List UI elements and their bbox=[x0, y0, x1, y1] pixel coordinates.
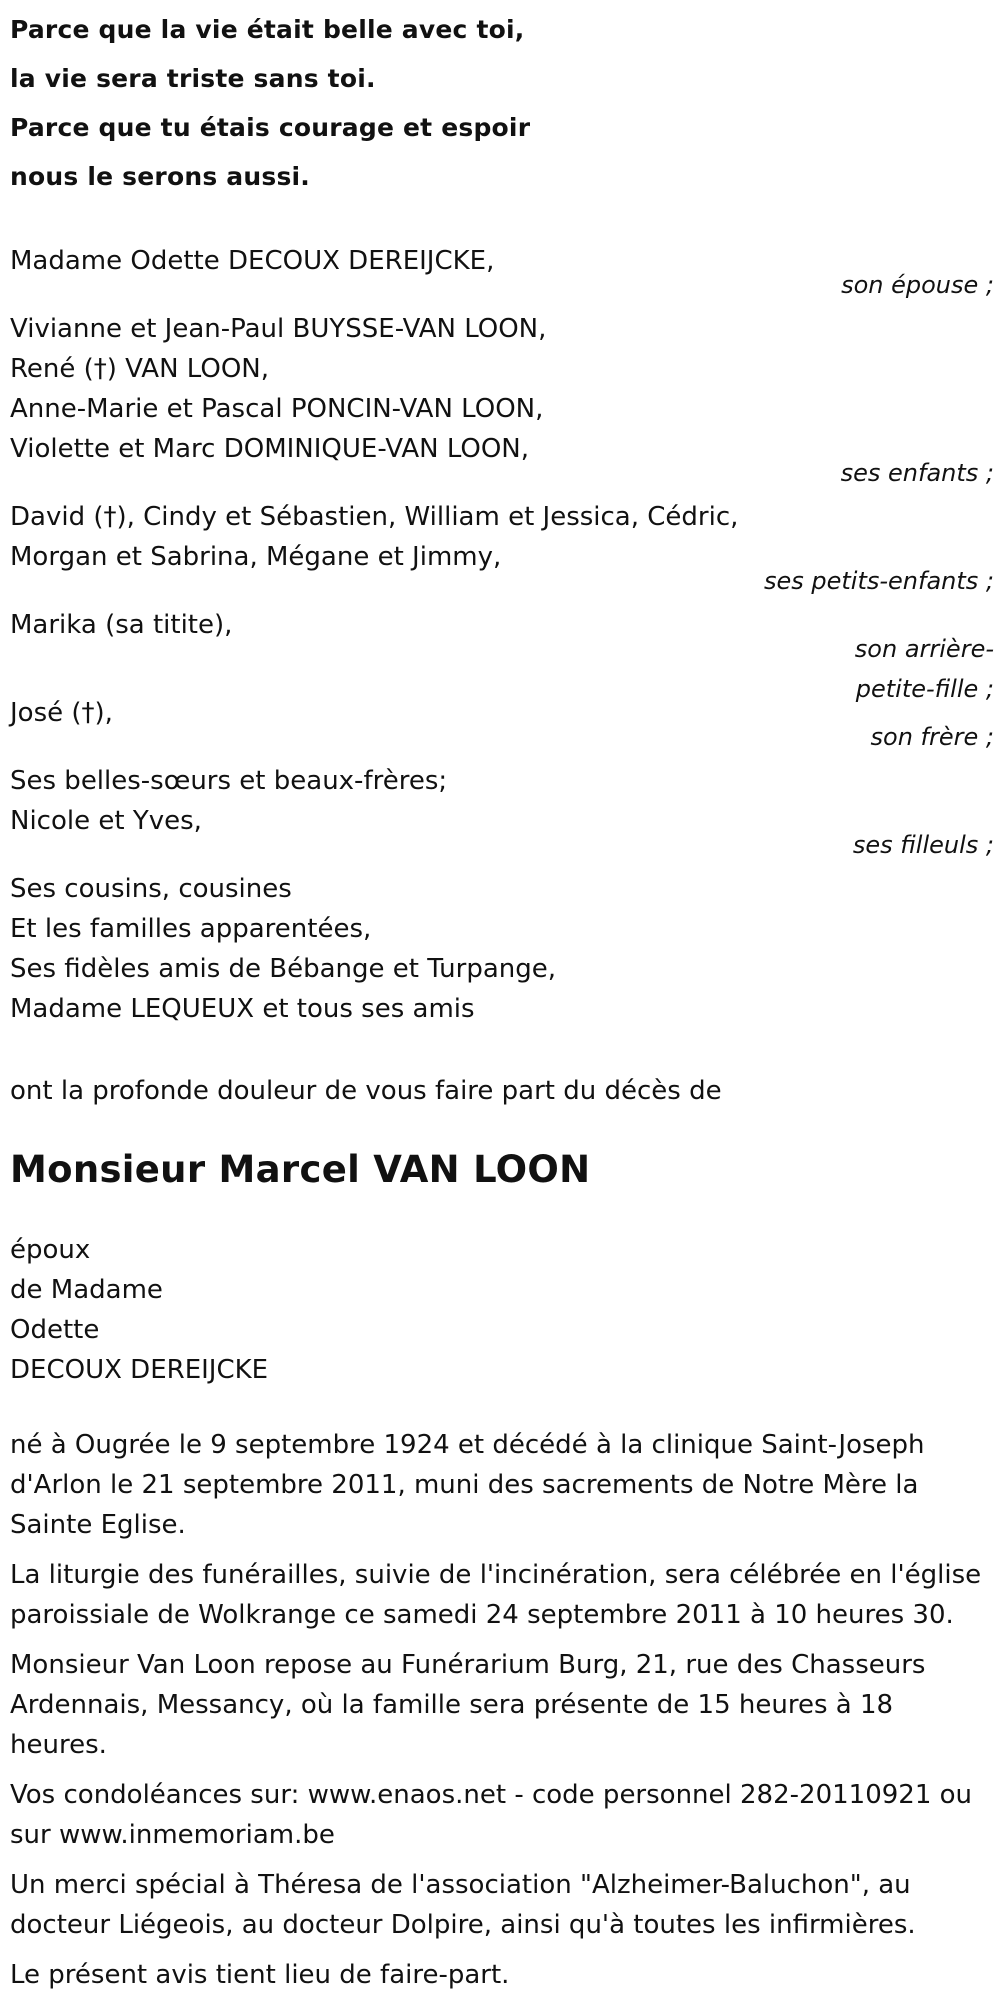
family-line: Ses cousins, cousines bbox=[10, 874, 292, 904]
detail-paragraph: Le présent avis tient lieu de faire-part. bbox=[10, 1960, 510, 1990]
family-line: Madame Odette DECOUX DEREIJCKE, bbox=[10, 246, 495, 276]
family-line: Madame LEQUEUX et tous ses amis bbox=[10, 994, 475, 1024]
family-line: José (†), bbox=[10, 698, 113, 728]
relation-label: petite-fille ; bbox=[855, 675, 994, 703]
detail-paragraph: La liturgie des funérailles, suivie de l'incinération, sera célébrée en l'église paroissiale de Wolkrange ce samedi 24 septembre 2011 à 10 heures 30. bbox=[10, 1560, 982, 1630]
spouse-of-line: DECOUX DEREIJCKE bbox=[10, 1355, 269, 1385]
relation-label: son épouse ; bbox=[841, 271, 994, 299]
family-line: Nicole et Yves, bbox=[10, 806, 202, 836]
poem-line: Parce que tu étais courage et espoir bbox=[10, 113, 531, 142]
family-line: Et les familles apparentées, bbox=[10, 914, 372, 944]
family-line: Violette et Marc DOMINIQUE-VAN LOON, bbox=[10, 434, 530, 464]
announcement: ont la profonde douleur de vous faire part du décès de bbox=[10, 1076, 722, 1106]
spouse-of-line: Odette bbox=[10, 1315, 100, 1345]
relation-label: ses filleuls ; bbox=[852, 831, 994, 859]
deceased-name: Monsieur Marcel VAN LOON bbox=[10, 1148, 591, 1191]
poem-line: la vie sera triste sans toi. bbox=[10, 64, 376, 93]
detail-paragraph: né à Ougrée le 9 septembre 1924 et décédé à la clinique Saint-Joseph d'Arlon le 21 septembre 2011, muni des sacrements de Notre Mère la Sainte Eglise. bbox=[10, 1430, 925, 1540]
poem bbox=[10, 5, 994, 201]
spouse-of bbox=[10, 1230, 994, 1390]
family-line: Vivianne et Jean-Paul BUYSSE-VAN LOON, bbox=[10, 314, 547, 344]
detail-paragraph: Monsieur Van Loon repose au Funérarium Burg, 21, rue des Chasseurs Ardennais, Messancy, où la famille sera présente de 15 heures à 18 heures. bbox=[10, 1650, 926, 1760]
family-line: Morgan et Sabrina, Mégane et Jimmy, bbox=[10, 542, 502, 572]
family-spouse bbox=[10, 241, 994, 305]
family-line: Ses fidèles amis de Bébange et Turpange, bbox=[10, 954, 557, 984]
family-grandchildren bbox=[10, 497, 994, 601]
detail-paragraph: Un merci spécial à Théresa de l'association "Alzheimer-Baluchon", au docteur Liégeois, au docteur Dolpire, ainsi qu'à toutes les infirmières. bbox=[10, 1870, 916, 1940]
family-children bbox=[10, 309, 994, 493]
details bbox=[10, 1425, 994, 1995]
detail-paragraph: Vos condoléances sur: www.enaos.net - code personnel 282-20110921 ou sur www.inmemoriam.be bbox=[10, 1780, 973, 1850]
relation-label: ses enfants ; bbox=[840, 459, 994, 487]
obituary-page bbox=[10, 0, 994, 1995]
family-line: René (†) VAN LOON, bbox=[10, 354, 270, 384]
relation-label: son arrière- bbox=[854, 635, 994, 663]
poem-line: nous le serons aussi. bbox=[10, 162, 311, 191]
family-godchildren bbox=[10, 761, 994, 865]
family-line: David (†), Cindy et Sébastien, William et Jessica, Cédric, bbox=[10, 502, 739, 532]
family-others bbox=[10, 869, 994, 1029]
spouse-of-line: époux bbox=[10, 1235, 91, 1265]
relation-label: son frère ; bbox=[870, 723, 994, 751]
family-line: Marika (sa titite), bbox=[10, 610, 233, 640]
poem-line: Parce que la vie était belle avec toi, bbox=[10, 15, 525, 44]
family-brother bbox=[10, 693, 994, 757]
relation-label: ses petits-enfants ; bbox=[763, 567, 994, 595]
family-line: Anne-Marie et Pascal PONCIN-VAN LOON, bbox=[10, 394, 544, 424]
spouse-of-line: de Madame bbox=[10, 1275, 163, 1305]
family-line: Ses belles-sœurs et beaux-frères; bbox=[10, 766, 448, 796]
